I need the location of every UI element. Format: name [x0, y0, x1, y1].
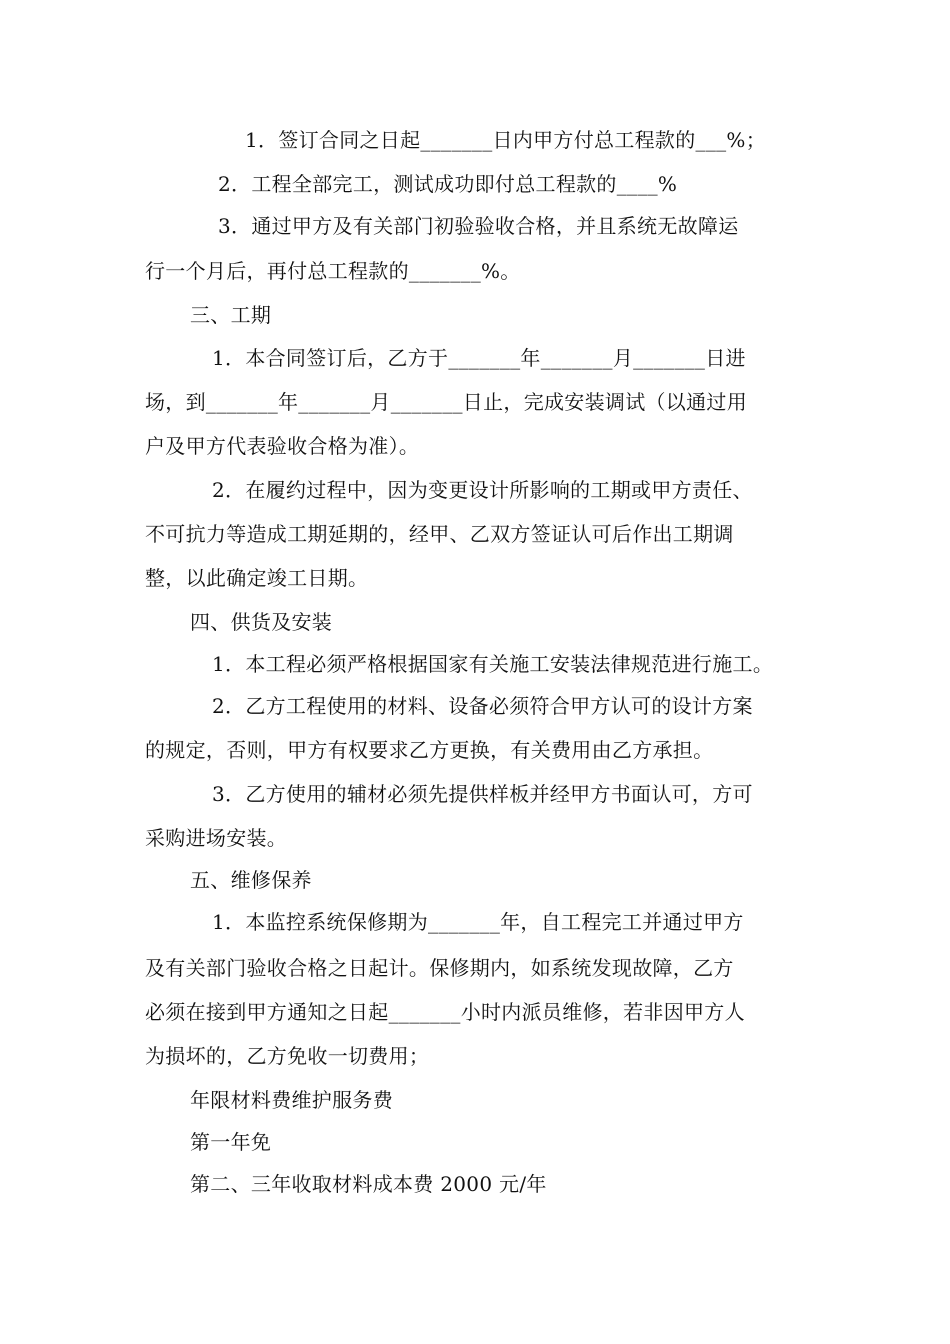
maintenance-clause-1-cont-a: 及有关部门验收合格之日起计。保修期内，如系统发现故障，乙方 [145, 956, 734, 980]
supply-clause-3: 3．乙方使用的辅材必须先提供样板并经甲方书面认可，方可 [212, 782, 753, 806]
supply-clause-3-cont: 采购进场安装。 [145, 826, 288, 850]
payment-clause-3: 3．通过甲方及有关部门初验验收合格，并且系统无故障运 [218, 214, 739, 238]
payment-clause-1: 1．签订合同之日起_______日内甲方付总工程款的___%； [245, 128, 767, 152]
payment-clause-3-cont: 行一个月后，再付总工程款的_______%。 [145, 259, 521, 283]
schedule-clause-2: 2．在履约过程中，因为变更设计所影响的工期或甲方责任、 [212, 478, 753, 502]
section-heading-maintenance: 五、维修保养 [190, 868, 312, 892]
fee-row-year-2-3: 第二、三年收取材料成本费 2000 元/年 [190, 1172, 547, 1196]
schedule-clause-1-cont-a: 场，到_______年_______月_______日止，完成安装调试（以通过用 [145, 390, 747, 414]
fee-table-header: 年限材料费维护服务费 [190, 1088, 393, 1112]
maintenance-clause-1-cont-b: 必须在接到甲方通知之日起_______小时内派员维修，若非因甲方人 [145, 1000, 745, 1024]
schedule-clause-1-cont-b: 户及甲方代表验收合格为准）。 [145, 434, 420, 458]
schedule-clause-2-cont-a: 不可抗力等造成工期延期的，经甲、乙双方签证认可后作出工期调 [145, 522, 734, 546]
supply-clause-1: 1．本工程必须严格根据国家有关施工安装法律规范进行施工。 [212, 652, 774, 676]
supply-clause-2: 2．乙方工程使用的材料、设备必须符合甲方认可的设计方案 [212, 694, 753, 718]
maintenance-clause-1-cont-c: 为损坏的，乙方免收一切费用； [145, 1044, 430, 1068]
fee-row-year-1: 第一年免 [190, 1130, 272, 1154]
section-heading-supply: 四、供货及安装 [190, 610, 333, 634]
payment-clause-2: 2．工程全部完工，测试成功即付总工程款的____% [218, 172, 678, 196]
supply-clause-2-cont: 的规定，否则，甲方有权要求乙方更换，有关费用由乙方承担。 [145, 738, 714, 762]
schedule-clause-2-cont-b: 整，以此确定竣工日期。 [145, 566, 369, 590]
maintenance-clause-1: 1．本监控系统保修期为_______年，自工程完工并通过甲方 [212, 910, 744, 934]
schedule-clause-1: 1．本合同签订后，乙方于_______年_______月_______日进 [212, 346, 746, 370]
section-heading-schedule: 三、工期 [190, 303, 272, 327]
